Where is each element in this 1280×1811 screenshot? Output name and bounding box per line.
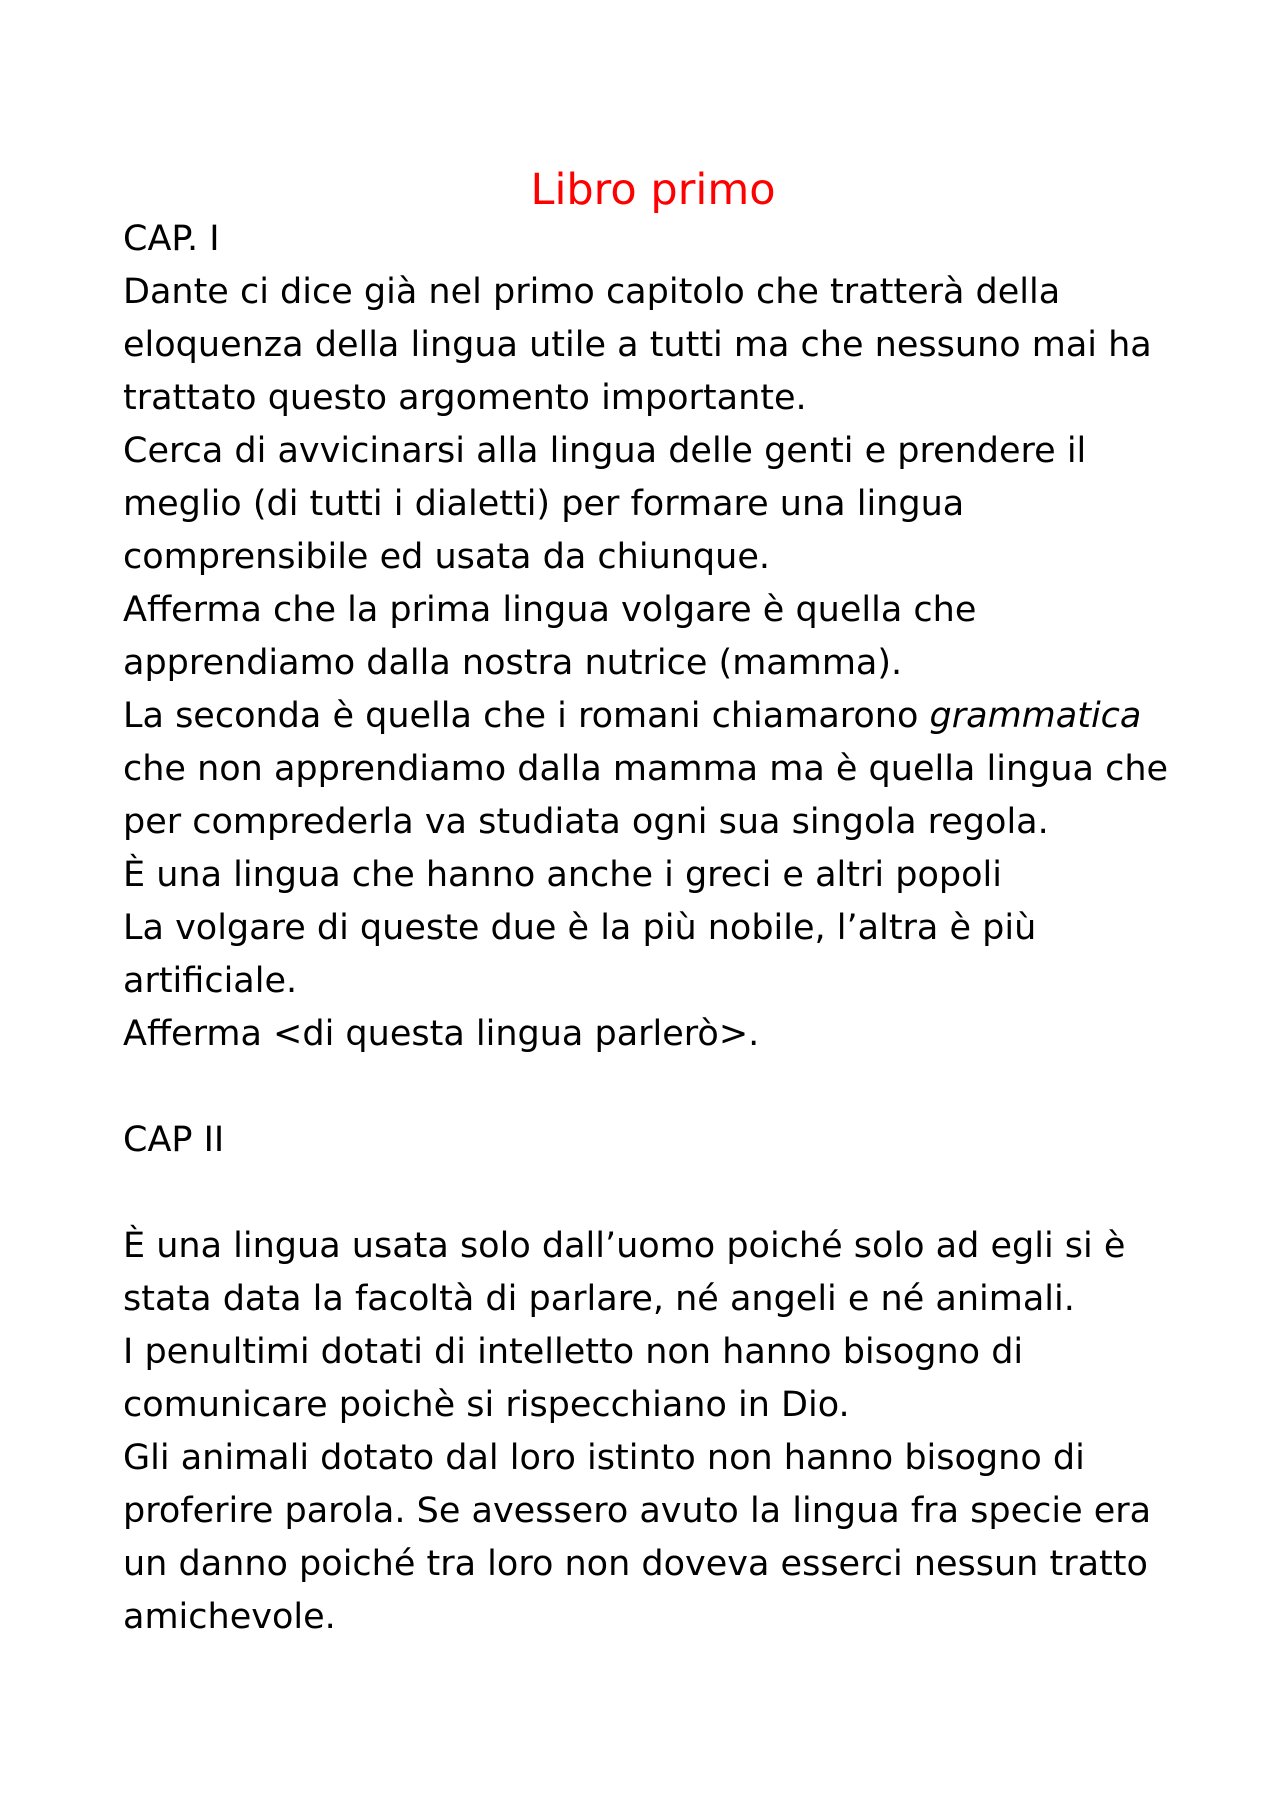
paragraph-line: comprensibile ed usata da chiunque.: [123, 537, 770, 577]
document-title: Libro primo: [530, 165, 776, 215]
paragraph-line: che non apprendiamo dalla mamma ma è quella lingua che: [123, 749, 1169, 789]
paragraph-line: Afferma che la prima lingua volgare è quella che: [123, 590, 977, 630]
paragraph-line: un danno poiché tra loro non doveva esserci nessun tratto: [123, 1544, 1148, 1584]
blank-line: [123, 1167, 1183, 1220]
italic-term: grammatica: [929, 696, 1142, 736]
paragraph-line-grammatica: [123, 690, 1183, 743]
line-text: La seconda è quella che i romani chiamarono: [123, 696, 930, 736]
paragraph-line: I penultimi dotati di intelletto non hanno bisogno di: [123, 1332, 1024, 1372]
paragraph-line: proferire parola. Se avessero avuto la lingua fra specie era: [123, 1491, 1152, 1531]
chapter-1-heading: CAP. I: [123, 219, 220, 259]
paragraph-line: trattato questo argomento importante.: [123, 378, 807, 418]
paragraph-line: apprendiamo dalla nostra nutrice (mamma).: [123, 643, 903, 683]
paragraph-line: Cerca di avvicinarsi alla lingua delle genti e prendere il: [123, 431, 1087, 471]
paragraph-line: La volgare di queste due è la più nobile, l’altra è più: [123, 908, 1037, 948]
paragraph-line: artificiale.: [123, 961, 298, 1001]
paragraph-line: È una lingua che hanno anche i greci e altri popoli: [123, 855, 1002, 895]
paragraph-line: È una lingua usata solo dall’uomo poiché solo ad egli si è: [123, 1226, 1126, 1266]
paragraph-line: comunicare poichè si rispecchiano in Dio.: [123, 1385, 850, 1425]
paragraph-line: stata data la facoltà di parlare, né angeli e né animali.: [123, 1279, 1075, 1319]
document-body: [123, 160, 1183, 1644]
blank-line: [123, 1061, 1183, 1114]
paragraph-line: amichevole.: [123, 1597, 336, 1637]
paragraph-line: Afferma <di questa lingua parlerò>.: [123, 1014, 760, 1054]
paragraph-line: meglio (di tutti i dialetti) per formare una lingua: [123, 484, 965, 524]
paragraph-line: Gli animali dotato dal loro istinto non hanno bisogno di: [123, 1438, 1085, 1478]
chapter-2-heading: CAP II: [123, 1120, 225, 1160]
paragraph-line: Dante ci dice già nel primo capitolo che tratterà della: [123, 272, 1061, 312]
paragraph-line: eloquenza della lingua utile a tutti ma che nessuno mai ha: [123, 325, 1152, 365]
paragraph-line: per comprederla va studiata ogni sua singola regola.: [123, 802, 1049, 842]
